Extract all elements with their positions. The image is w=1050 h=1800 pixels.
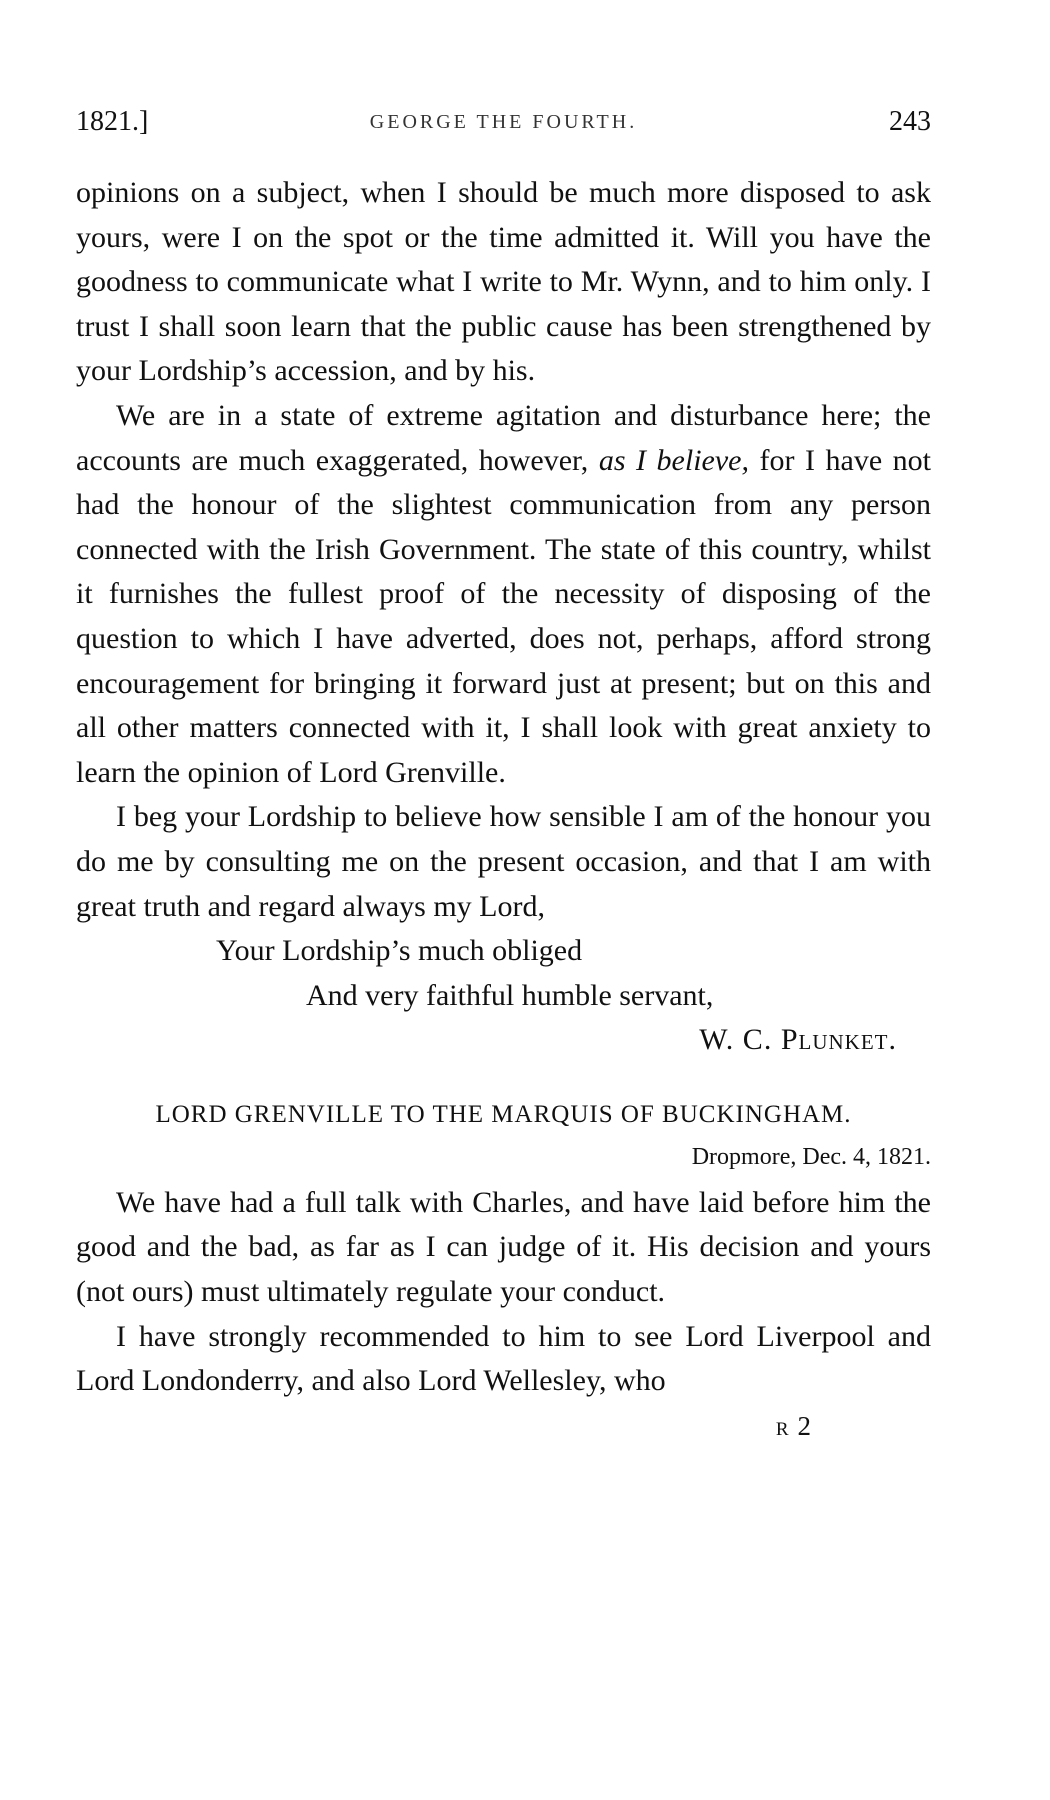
running-head xyxy=(76,100,931,144)
closing-line-2: And very faithful humble servant, xyxy=(306,978,714,1012)
paragraph-agitation xyxy=(76,394,931,795)
letter-closing xyxy=(76,929,931,1063)
book-page xyxy=(76,100,931,1452)
paragraph-agitation-end: for I have not had the honour of the slightest communication from any person connected with the Irish Government. The state of this country, whilst it furnishes the fullest proof of the necessity of disposing of the question to which I have adverted, does not, perhaps, afford strong encouragement for bringing it forward just at present; but on this and all other matters connected with it, I shall look with great anxiety to learn the opinion of Lord Grenville. xyxy=(76,443,932,789)
paragraph-agitation-start: We are in a state of extreme agitation and disturbance here; the accounts are much exaggerated, however, xyxy=(76,398,931,477)
emphasis-as-i-believe: as I believe, xyxy=(598,443,749,477)
signature: W. C. Plunket. xyxy=(699,1023,897,1057)
running-head-title: GEORGE THE FOURTH. xyxy=(369,111,638,133)
page-number: 243 xyxy=(889,106,931,137)
printer-signature-mark xyxy=(76,1404,931,1452)
paragraph-closing: I beg your Lordship to believe how sensible I am of the honour you do me by consulting me on the present occasion, and that I am with great truth and regard always my Lord, xyxy=(76,800,931,923)
paragraph-continued: opinions on a subject, when I should be much more disposed to ask yours, were I on the spot or the time admitted it. Will you have the goodness to communicate what I write to Mr. Wynn, and to him only. I trust I shall soon learn that the public cause has been strengthened by your Lordship’s accession, and by his. xyxy=(76,176,931,388)
closing-line-1: Your Lordship’s much obliged xyxy=(216,934,583,968)
signature-mark-number: 2 xyxy=(797,1410,811,1441)
paragraph-recommended: I have strongly recommended to him to see Lord Liverpool and Lord Londonderry, and also Lord Wellesley, who xyxy=(76,1319,931,1398)
signature-mark-letter: R xyxy=(775,1418,790,1440)
dateline: Dropmore, Dec. 4, 1821. xyxy=(691,1143,931,1170)
letter-heading: LORD GRENVILLE TO THE MARQUIS OF BUCKINGHAM. xyxy=(155,1100,852,1128)
running-head-year: 1821.] xyxy=(76,106,149,137)
paragraph-full-talk: We have had a full talk with Charles, and have laid before him the good and the bad, as far as I can judge of it. His decision and yours (not ours) must ultimately regulate your conduct. xyxy=(76,1185,931,1309)
page-body xyxy=(76,171,931,1452)
